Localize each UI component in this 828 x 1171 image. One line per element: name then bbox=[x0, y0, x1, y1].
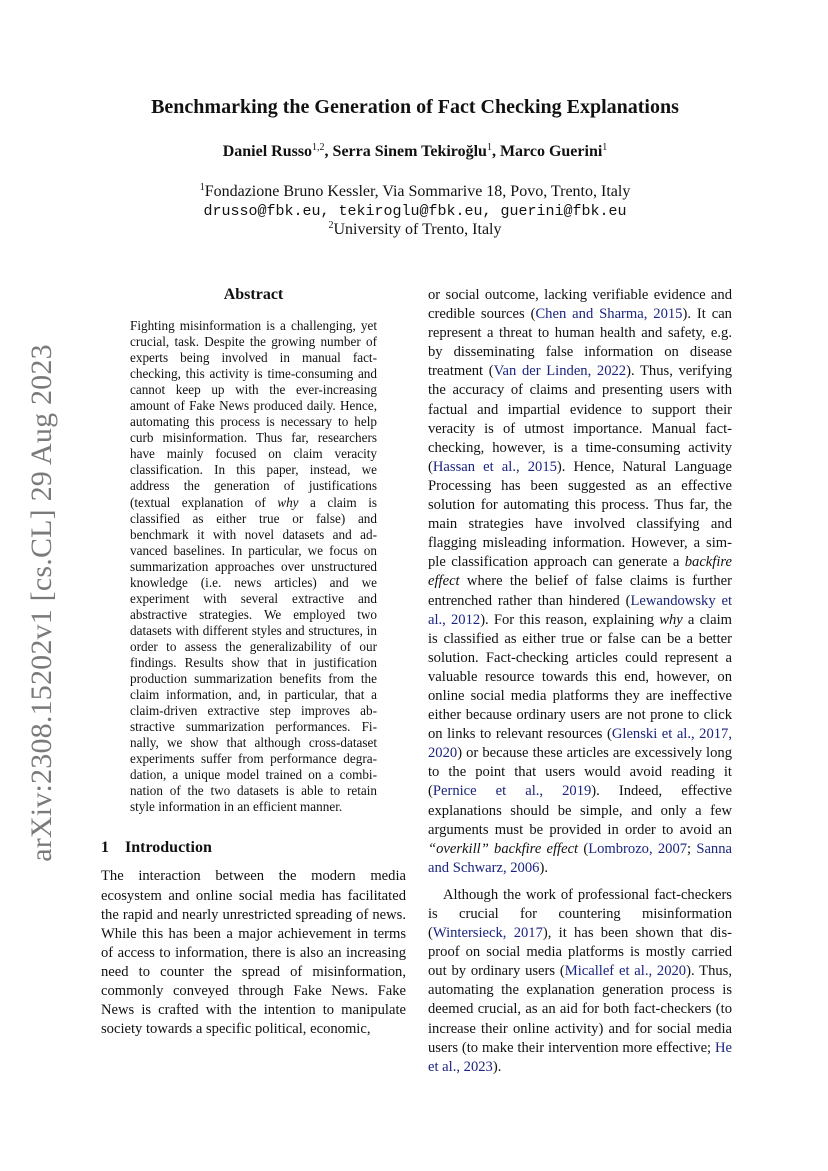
emphasis: “overkill” backfire effect bbox=[428, 840, 579, 857]
arxiv-stamp-text: arXiv:2308.15202v1 [cs.CL] 29 Aug 2023 bbox=[25, 344, 58, 862]
citation-link[interactable]: He et al., 2023 bbox=[428, 1039, 732, 1075]
abstract-part: a claim is classified as either true or false) and benchmark it with novel datasets and advanced baselines. In particular, we focus on summarization approaches over unstructured knowledge (i.e. news articles) and we experiment with several extractive and abstractive strategies. We employed two datasets with different styles and structures, in order to assess the generalizability of our findings. Results show that in justification production summarization benefits from the claim information, and, in particular, that a claim-driven extractive step improves abstractive summarization performances. Finally, we show that although cross-dataset experiments suffer from performance degradation, a unique model trained on a combination of the two datasets is able to retain style information in an efficient manner. bbox=[130, 494, 377, 815]
section-heading-introduction bbox=[101, 839, 406, 857]
citation-link[interactable]: Lombrozo, 2007 bbox=[588, 840, 688, 857]
text-run: ). Indeed, effective explanations should be simple, and only a few arguments must be provided in order to avoid an bbox=[428, 783, 732, 838]
author-affiliation-mark: 1,2 bbox=[312, 142, 325, 153]
text-run: ) or because these articles are excessively long to the point that users would avoid reading it ( bbox=[428, 745, 732, 800]
abstract-emphasis: why bbox=[277, 494, 299, 510]
section-number: 1 bbox=[101, 839, 109, 857]
paper-title: Benchmarking the Generation of Fact Checking Explanations bbox=[151, 96, 679, 118]
citation-link[interactable]: Van der Linden, 2022 bbox=[493, 363, 627, 380]
abstract-text bbox=[130, 318, 377, 815]
text-run: Although the work of professional fact-checkers is crucial for countering misinformation ( bbox=[428, 886, 732, 942]
affiliation-2 bbox=[100, 221, 730, 239]
text-run: ). bbox=[539, 859, 548, 876]
text-run: where the belief of false claims is further entrenched rather than hindered ( bbox=[428, 573, 732, 609]
affiliation-2-text: University of Trento, Italy bbox=[333, 221, 502, 238]
right-column bbox=[428, 286, 732, 1077]
abstract-part: Fighting misinformation is a challenging, yet crucial, task. Despite the growing number of experts being involved in manual fact-checking, this activity is time-consuming and cannot keep up with the ever-increasing amount of Fake News produced daily. Hence, automating this process is necessary to help curb misinformation. Thus far, researchers have mainly focused on claim veracity classification. In this paper, instead, we address the generation of justifications (textual explanation of bbox=[130, 318, 377, 510]
text-run: ). It can represent a threat to human health and safety, e.g. by disseminating false information on disease treatment ( bbox=[428, 306, 732, 380]
affiliation-mark: 2 bbox=[328, 220, 334, 231]
affiliation-1-text: Fondazione Bruno Kessler, Via Sommarive 18, Povo, Trento, Italy bbox=[204, 183, 631, 200]
affiliation-mark: 1 bbox=[199, 182, 205, 193]
arxiv-stamp bbox=[20, 344, 64, 862]
citation-link[interactable]: Pernice et al., 2019 bbox=[432, 783, 592, 800]
intro-paragraph-1: The interaction between the modern media ecosystem and online social media has facilitated the rapid and nearly unrestricted spreading of news. While this has been a major achievement in terms of access to information, there is also an increasing need to counter the spread of misinformation, commonly conveyed through Fake News. Fake News is crafted with the intention to manipulate society towards a specific political, economic, bbox=[101, 868, 406, 1038]
text-run: ). Thus, automating the explanation generation process is deemed crucial, as an aid for both fact-checkers (to increase their online activity) and for social media users (to make their intervention more effective; bbox=[428, 963, 732, 1056]
citation-link[interactable]: Wintersieck, 2017 bbox=[432, 925, 543, 942]
citation-link[interactable]: Lewandowsky et al., 2012 bbox=[428, 592, 732, 628]
citation-link[interactable]: Chen and Sharma, 2015 bbox=[535, 306, 683, 323]
citation-link[interactable]: Hassan et al., 2015 bbox=[432, 458, 557, 475]
intro-paragraph-continued bbox=[428, 286, 732, 878]
text-run: ), it has been shown that disproof on social media platforms is mostly carried out by ordinary users ( bbox=[428, 925, 732, 980]
text-run: ). bbox=[492, 1058, 502, 1075]
text-run: ). For this reason, explaining bbox=[480, 611, 660, 628]
text-run: ( bbox=[578, 840, 589, 857]
citation-link[interactable]: Glenski et al., 2017, 2020 bbox=[428, 726, 732, 762]
text-run: or social outcome, lacking verifiable evidence and credible sources ( bbox=[428, 287, 732, 323]
author-affiliation-mark: 1 bbox=[486, 142, 492, 153]
author-affiliation-mark: 1 bbox=[602, 142, 608, 153]
intro-paragraph-2 bbox=[428, 886, 732, 1077]
affiliation-1 bbox=[100, 183, 730, 201]
citation-link[interactable]: Micallef et al., 2020 bbox=[564, 963, 687, 980]
emphasis: backfire effect bbox=[428, 554, 732, 590]
author-list: Daniel Russo$^{1,2}$, Serra Sinem Tekiroğlu$^1$, Marco Guerini$^1$ bbox=[222, 142, 608, 160]
emphasis: why bbox=[659, 611, 683, 628]
citation-link[interactable]: Sanna and Schwarz, 2006 bbox=[428, 840, 732, 876]
section-title: Introduction bbox=[125, 839, 212, 857]
author-name: Daniel Russo bbox=[222, 143, 313, 160]
author-name: Marco Guerini bbox=[499, 143, 603, 160]
text-run: ; bbox=[687, 840, 697, 857]
abstract-heading: Abstract bbox=[223, 286, 284, 303]
author-emails: drusso@fbk.eu, tekiroglu@fbk.eu, guerini@fbk.eu bbox=[203, 203, 627, 220]
text-run: ). Hence, Natural Language Processing has been suggested as an effective solution for automating this process. Thus far, the main strategies have involved classifying and flagging misleading information. However, a simple classification approach can generate a bbox=[428, 458, 732, 571]
text-run: ). Thus, verifying the accuracy of claims and presenting users with factual and impartial evidence to support their veracity is of utmost importance. Manual fact-checking, however, is a time-consuming activity ( bbox=[428, 363, 732, 475]
text-run: a claim is classified as either true or false can be a better solution. Fact-checking articles could represent a valuable resource towards this end, however, on online social media platforms they are ineffective either because ordinary users are not prone to click on links to relevant resources ( bbox=[428, 611, 732, 743]
left-column bbox=[101, 286, 406, 1039]
author-name: Serra Sinem Tekiroğlu bbox=[332, 143, 487, 160]
